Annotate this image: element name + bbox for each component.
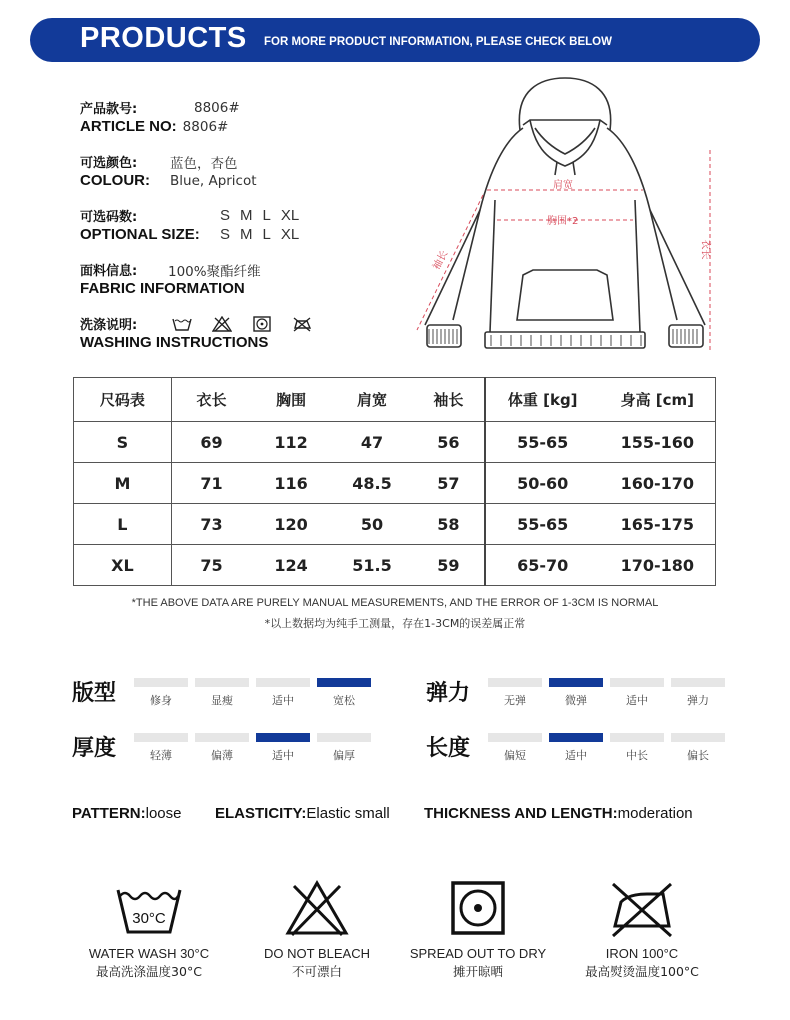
header-subtitle: FOR MORE PRODUCT INFORMATION, PLEASE CHECK BELOW (264, 36, 612, 48)
rating-bar (488, 678, 542, 687)
rating-option (549, 733, 603, 763)
rating-option-label: 偏长 (687, 749, 709, 762)
iron-icon (607, 878, 677, 938)
product-info (80, 98, 400, 368)
wash-en-label: WASHING INSTRUCTIONS (80, 334, 269, 351)
table-cell: 124 (251, 545, 331, 586)
table-cell: L (74, 504, 172, 545)
table-cell: 48.5 (331, 463, 413, 504)
table-header-cell: 身高 [cm] (600, 378, 716, 422)
rating-option-label: 适中 (272, 749, 294, 762)
rating-option-label: 无弹 (504, 694, 526, 707)
wash-group (80, 314, 400, 352)
rating-option-label: 弹力 (687, 694, 709, 707)
header-banner (30, 18, 760, 62)
fabric-cn-value: 100%聚酯纤维 (168, 263, 261, 280)
size-option: L (262, 226, 271, 243)
rating-bar (671, 733, 725, 742)
rating-option-label: 微弹 (565, 694, 587, 707)
colour-cn-label: 可选颜色: (80, 156, 138, 171)
shoulder-label: 肩宽 (553, 180, 573, 191)
summary-value: moderation (617, 805, 693, 822)
rating-option (488, 678, 542, 708)
table-cell: 112 (251, 422, 331, 463)
rating-bar (549, 733, 603, 742)
care-cn-label: 不可漂白 (291, 964, 342, 979)
wash-tub-icon (172, 316, 192, 332)
elasticity-rating (426, 676, 746, 716)
rating-bar (610, 733, 664, 742)
rating-options (134, 733, 371, 763)
wash-30-icon (114, 878, 184, 938)
table-cell: 160-170 (600, 463, 716, 504)
rating-options (488, 733, 725, 763)
summary-value: loose (145, 805, 182, 822)
care-wash (64, 878, 234, 980)
header-title: PRODUCTS (80, 22, 247, 54)
rating-option-label: 修身 (150, 694, 172, 707)
table-row (74, 463, 716, 504)
rating-title: 长度 (426, 736, 471, 761)
no-bleach-icon (212, 316, 232, 332)
rating-bar (317, 733, 371, 742)
rating-title: 弹力 (426, 681, 471, 706)
rating-bar (134, 733, 188, 742)
size-option: XL (280, 226, 300, 243)
table-cell: 58 (413, 504, 485, 545)
summary-label: PATTERN: (72, 805, 146, 822)
table-cell: 47 (331, 422, 413, 463)
rating-option (317, 733, 371, 763)
table-cell: M (74, 463, 172, 504)
rating-option (549, 678, 603, 708)
rating-option (317, 678, 371, 708)
rating-option-label: 轻薄 (150, 749, 172, 762)
measurement-note-en: *THE ABOVE DATA ARE PURELY MANUAL MEASUREMENTS, AND THE ERROR OF 1-3CM IS NORMAL (131, 597, 659, 609)
sleeve-label: 袖长 (431, 249, 451, 272)
rating-bar (256, 678, 310, 687)
care-dry (393, 878, 563, 980)
table-header-cell: 袖长 (413, 378, 485, 422)
summary-value: Elastic small (306, 805, 390, 822)
care-en-label: WATER WASH 30°C (88, 946, 210, 961)
rating-title: 版型 (72, 681, 117, 706)
table-row (74, 422, 716, 463)
table-header-cell: 尺码表 (74, 378, 172, 422)
rating-options (134, 678, 371, 708)
rating-bar (671, 678, 725, 687)
colour-group (80, 152, 400, 190)
length-rating (426, 731, 746, 771)
rating-option (195, 733, 249, 763)
care-cn-label: 最高熨烫温度100°C (585, 964, 699, 979)
thickness-summary (424, 805, 693, 822)
rating-option (610, 733, 664, 763)
wash-temp-text: 30°C (132, 910, 166, 927)
rating-option (134, 678, 188, 708)
rating-bar (256, 733, 310, 742)
article-cn-label: 产品款号: (80, 102, 138, 117)
table-cell: 120 (251, 504, 331, 545)
table-cell: S (74, 422, 172, 463)
size-option: M (240, 207, 253, 224)
rating-option-label: 中长 (626, 749, 648, 762)
table-cell: 155-160 (600, 422, 716, 463)
rating-option-label: 偏厚 (333, 749, 355, 762)
table-cell: 55-65 (485, 422, 600, 463)
table-cell: 170-180 (600, 545, 716, 586)
care-en-label: DO NOT BLEACH (264, 946, 370, 961)
rating-bar (317, 678, 371, 687)
table-cell: 71 (171, 463, 251, 504)
size-option: S (220, 226, 231, 243)
rating-options (488, 678, 725, 708)
care-bleach (232, 878, 402, 980)
rating-bar (549, 678, 603, 687)
rating-option (256, 733, 310, 763)
size-option: XL (280, 207, 300, 224)
article-cn-value: 8806# (194, 99, 240, 116)
care-cn-label: 摊开晾晒 (452, 964, 503, 979)
size-en-label: OPTIONAL SIZE: (80, 226, 200, 243)
table-cell: 75 (171, 545, 251, 586)
table-header-cell: 肩宽 (331, 378, 413, 422)
thickness-rating (72, 731, 392, 771)
fabric-cn-label: 面料信息: (80, 264, 138, 279)
care-en-label: IRON 100°C (605, 946, 679, 961)
chest-label: 胸围*2 (547, 216, 579, 227)
table-row (74, 504, 716, 545)
table-cell: 69 (171, 422, 251, 463)
table-cell: 55-65 (485, 504, 600, 545)
tumble-dry-icon (252, 316, 272, 332)
table-cell: 59 (413, 545, 485, 586)
care-cn-label: 最高洗涤温度30°C (96, 964, 202, 979)
table-cell: 65-70 (485, 545, 600, 586)
wash-cn-label: 洗涤说明: (80, 318, 138, 333)
table-cell: 50 (331, 504, 413, 545)
rating-option-label: 偏薄 (211, 749, 233, 762)
rating-title: 厚度 (72, 736, 117, 761)
size-option: M (240, 226, 253, 243)
no-iron-icon (292, 316, 312, 332)
size-cn-label: 可选码数: (80, 210, 138, 225)
table-cell: 57 (413, 463, 485, 504)
article-group (80, 98, 400, 136)
table-header-row (74, 378, 716, 422)
rating-bar (195, 678, 249, 687)
care-en-label: SPREAD OUT TO DRY (409, 946, 547, 961)
fabric-en-label: FABRIC INFORMATION (80, 280, 245, 297)
table-header-cell: 衣长 (171, 378, 251, 422)
rating-option-label: 适中 (272, 694, 294, 707)
table-cell: 50-60 (485, 463, 600, 504)
colour-cn-value: 蓝色，杏色 (170, 155, 238, 172)
care-iron (557, 878, 727, 980)
rating-option (488, 733, 542, 763)
size-option: S (220, 207, 231, 224)
rating-bar (134, 678, 188, 687)
article-en-label: ARTICLE NO: (80, 118, 177, 135)
rating-option (256, 678, 310, 708)
table-header-cell: 胸围 (251, 378, 331, 422)
summary-label: ELASTICITY: (215, 805, 307, 822)
rating-option (195, 678, 249, 708)
wash-icon-row (172, 316, 312, 332)
rating-option (134, 733, 188, 763)
pattern-summary (72, 805, 181, 822)
rating-bar (488, 733, 542, 742)
table-header-cell: 体重 [kg] (485, 378, 600, 422)
table-cell: 73 (171, 504, 251, 545)
table-cell: 116 (251, 463, 331, 504)
rating-option-label: 适中 (565, 749, 587, 762)
hoodie-diagram (405, 70, 730, 360)
table-cell: 165-175 (600, 504, 716, 545)
rating-bar (195, 733, 249, 742)
rating-option (671, 733, 725, 763)
article-en-value: 8806# (182, 118, 229, 135)
rating-option (671, 678, 725, 708)
elasticity-summary (215, 805, 390, 822)
size-chart-table (73, 377, 716, 586)
size-list (220, 226, 299, 243)
measurement-note-cn: *以上数据均为纯手工测量，存在1-3CM的误差属正常 (264, 617, 526, 630)
rating-bar (610, 678, 664, 687)
no-bleach-icon (282, 878, 352, 938)
table-cell: 56 (413, 422, 485, 463)
fabric-group (80, 260, 400, 298)
dry-flat-icon (443, 878, 513, 938)
rating-option-label: 宽松 (333, 694, 355, 707)
pattern-rating (72, 676, 392, 716)
table-row (74, 545, 716, 586)
colour-en-label: COLOUR: (80, 172, 150, 189)
table-cell: 51.5 (331, 545, 413, 586)
size-option: L (262, 207, 271, 224)
summary-label: THICKNESS AND LENGTH: (424, 805, 618, 822)
colour-en-value: Blue, Apricot (170, 172, 257, 189)
rating-option (610, 678, 664, 708)
size-group (80, 206, 400, 244)
rating-option-label: 适中 (626, 694, 648, 707)
rating-option-label: 显瘦 (211, 694, 233, 707)
table-cell: XL (74, 545, 172, 586)
rating-option-label: 偏短 (504, 749, 526, 762)
length-label: 衣长 (699, 239, 711, 260)
size-list (220, 207, 299, 224)
